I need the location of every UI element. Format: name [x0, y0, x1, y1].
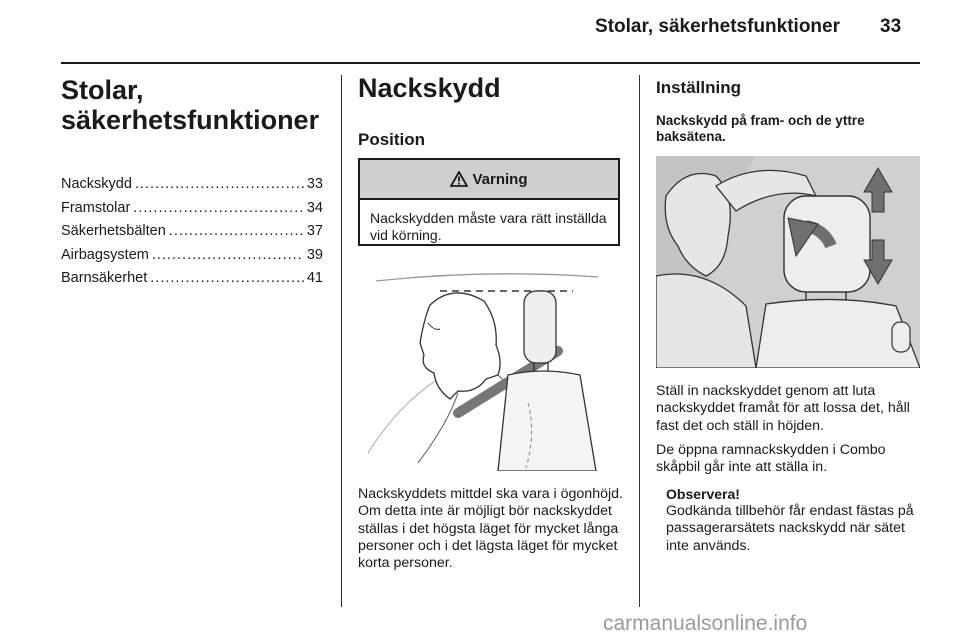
toc-leader: [169, 223, 304, 239]
toc-page: 37: [306, 223, 323, 239]
toc-entry[interactable]: [61, 200, 323, 224]
warning-header: [360, 160, 618, 200]
toc-label: Nackskydd: [61, 176, 132, 192]
column-divider-1: [341, 75, 342, 607]
toc-leader: [135, 176, 304, 192]
toc-page: 39: [306, 246, 323, 263]
adjustment-title: Inställning: [656, 78, 741, 97]
toc-leader: [150, 270, 304, 286]
warning-box: [358, 158, 620, 246]
head-restraint-position-illustration: [358, 263, 620, 471]
toc-label: Framstolar: [61, 199, 131, 216]
toc-leader: [152, 247, 304, 263]
head-restraint-adjustment-illustration: [656, 156, 920, 368]
toc-entry[interactable]: [61, 223, 323, 247]
adjustment-paragraph-2: De öppna ramnackskydden i Combo skåpbil går inte att ställa in.: [656, 442, 886, 476]
position-paragraph: Nackskyddets mittdel ska vara i ögonhöjd. Om detta inte är möjligt bör nackskyddet ställas i det högsta läget för mycket långa personer och i det lägsta läget för mycket korta personer.: [358, 486, 623, 572]
adjustment-subtitle: Nackskydd på fram- och de yttre baksätena.: [656, 113, 865, 144]
toc-label: Airbagsystem: [61, 246, 149, 263]
toc-label: Barnsäkerhet: [61, 270, 148, 286]
warning-text: Nackskydden måste vara rätt inställda vid körning.: [370, 210, 607, 243]
page-number: 33: [880, 16, 902, 37]
toc-page: 34: [306, 199, 323, 216]
toc-page: 33: [306, 176, 323, 192]
header-rule: [61, 62, 920, 64]
table-of-contents: [61, 176, 323, 294]
warning-triangle-icon: [450, 171, 468, 187]
chapter-title: Stolar, säkerhetsfunktioner: [61, 75, 320, 135]
section-subtitle: Position: [358, 130, 426, 149]
toc-entry[interactable]: [61, 176, 323, 200]
warning-label: Varning: [472, 170, 528, 188]
toc-page: 41: [306, 270, 323, 286]
column-divider-2: [639, 75, 640, 607]
page-header-title: Stolar, säkerhetsfunktioner: [595, 16, 840, 37]
section-title: Nackskydd: [358, 73, 501, 103]
toc-entry[interactable]: [61, 247, 323, 271]
toc-leader: [133, 200, 304, 216]
watermark: carmanualsonline.info: [603, 612, 808, 635]
note-text: Godkända tillbehör får endast fästas på passagerarsätets nackskydd när sätet inte används.: [666, 503, 914, 554]
toc-label: Säkerhetsbälten: [61, 223, 166, 239]
note-title: Observera!: [666, 486, 740, 502]
adjustment-paragraph-1: Ställ in nackskyddet genom att luta nackskyddet framåt för att lossa det, håll fast det och ställ in höjden.: [656, 383, 910, 434]
toc-entry[interactable]: [61, 270, 323, 294]
